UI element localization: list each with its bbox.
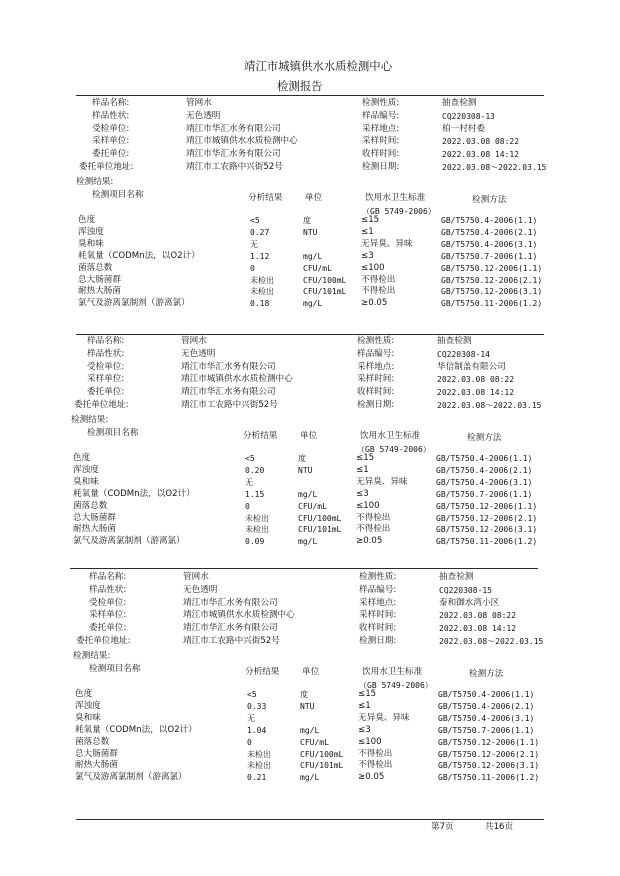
table-row-standard: ≥0.05 <box>356 536 383 547</box>
table-row-method: GB/T5750.12-2006(1.1) <box>438 737 540 747</box>
table-row-item: 耗氧量（CODMn法，以O2计） <box>75 724 197 735</box>
info-value: 靖江市工农路中兴街52号 <box>186 162 283 172</box>
info-label: 样品性状: <box>92 110 130 121</box>
table-row-result: 未检出 <box>245 525 269 535</box>
info-value: 靖江市工农路中兴街52号 <box>183 636 280 646</box>
info-label: 受检单位: <box>89 597 127 608</box>
table-row-unit: CFU/101mL <box>300 761 344 771</box>
page-number: 第7页 <box>431 822 454 832</box>
table-row-result: 0 <box>250 263 255 273</box>
table-row-unit: CFU/100mL <box>303 275 347 285</box>
report-title: 靖江市城镇供水水质检测中心 <box>244 59 393 73</box>
info-label: 采样时间: <box>357 374 395 385</box>
info-value: 2022.03.08 14:12 <box>439 624 517 634</box>
page-total: 共16页 <box>485 822 514 832</box>
table-row-item: 氯气及游离氯制剂（游离氯） <box>73 536 185 547</box>
info-value: 管网水 <box>186 98 212 108</box>
info-label: 采样单位: <box>89 610 127 621</box>
table-row-method: GB/T5750.12-2006(3.1) <box>438 761 540 771</box>
column-header: 检测方法 <box>472 195 507 205</box>
column-header: 检测方法 <box>469 669 504 679</box>
table-row-item: 总大肠菌群 <box>75 748 118 759</box>
table-row-item: 浑浊度 <box>75 700 101 711</box>
table-row-result: 未检出 <box>247 749 271 759</box>
table-row-unit: CFU/100mL <box>298 513 342 523</box>
info-value: 靖江市城镇供水水质检测中心 <box>183 610 295 621</box>
table-row-result: <5 <box>245 454 255 463</box>
info-label: 委托单位: <box>87 387 125 398</box>
info-value: 靖江市华汇水务有限公司 <box>181 361 276 372</box>
info-value: 2022.03.08 08:22 <box>437 375 515 385</box>
table-row-standard: 无异臭、异味 <box>356 476 408 487</box>
info-label: 检测日期: <box>362 162 400 172</box>
table-row-unit: mg/L <box>298 489 318 499</box>
table-row-standard: 不得检出 <box>356 512 391 523</box>
table-row-result: 0.09 <box>245 537 265 547</box>
table-row-method: GB/T5750.11-2006(1.2) <box>441 299 543 309</box>
table-row-method: GB/T5750.4-2006(2.1) <box>438 701 535 711</box>
table-row-result: 无 <box>247 713 255 723</box>
table-row-item: 氯气及游离氯制剂（游离氯） <box>75 772 187 783</box>
info-label: 检测性质: <box>362 98 400 108</box>
column-header: 分析结果 <box>245 667 280 677</box>
table-row-unit: mg/L <box>300 725 320 735</box>
table-row-method: GB/T5750.4-2006(1.1) <box>441 216 538 225</box>
table-row-unit: mg/L <box>298 537 318 547</box>
column-header: 单位 <box>302 667 320 677</box>
info-value: 抽查检测 <box>437 336 472 346</box>
table-row-method: GB/T5750.4-2006(1.1) <box>436 454 533 463</box>
table-row-method: GB/T5750.12-2006(1.1) <box>436 501 538 511</box>
info-label: 采样单位: <box>92 136 130 147</box>
info-label: 委托单位: <box>89 623 127 634</box>
info-label: 样品性状: <box>89 584 127 595</box>
table-row-method: GB/T5750.4-2006(1.1) <box>438 690 535 699</box>
section-divider <box>70 568 538 569</box>
info-value: 管网水 <box>181 336 207 346</box>
table-row-standard: ≤3 <box>358 724 371 735</box>
column-header: 分析结果 <box>248 193 283 203</box>
table-row-method: GB/T5750.4-2006(2.1) <box>436 465 533 475</box>
info-label: 采样地点: <box>357 361 395 372</box>
table-row-result: 1.04 <box>247 725 267 735</box>
table-row-unit: 度 <box>298 454 306 463</box>
info-value: 靖江市华汇水务有限公司 <box>181 387 276 398</box>
table-row-unit: CFU/101mL <box>303 287 347 297</box>
table-row-unit: CFU/101mL <box>298 525 342 535</box>
column-header: 饮用水卫生标准 <box>360 431 421 441</box>
table-row-method: GB/T5750.12-2006(1.1) <box>441 263 543 273</box>
info-value: 2022.03.08 14:12 <box>437 388 515 398</box>
info-value: 2022.03.08 08:22 <box>442 137 520 147</box>
info-value: 无色透明 <box>186 110 221 121</box>
table-row-result: <5 <box>247 690 257 699</box>
info-value: 2022.03.08 08:22 <box>439 611 517 621</box>
column-header: 单位 <box>300 431 318 441</box>
table-row-unit: mg/L <box>300 773 320 783</box>
table-row-unit: NTU <box>298 465 313 475</box>
info-label: 样品编号: <box>362 110 400 121</box>
table-row-method: GB/T5750.12-2006(2.1) <box>436 513 538 523</box>
table-row-item: 浑浊度 <box>78 226 104 237</box>
table-row-standard: ≤15 <box>356 453 375 463</box>
info-value: 无色透明 <box>183 584 218 595</box>
table-row-standard: ≤1 <box>358 700 371 711</box>
info-value: 靖江市华汇水务有限公司 <box>183 623 278 634</box>
table-row-standard: ≤15 <box>361 215 380 225</box>
info-value: 抽查检测 <box>439 572 474 582</box>
table-row-result: 0.20 <box>245 465 265 475</box>
results-label: 检测结果: <box>73 651 111 661</box>
info-label: 检测性质: <box>357 336 395 346</box>
table-row-result: 无 <box>250 239 258 249</box>
column-header: 分析结果 <box>243 431 278 441</box>
table-row-standard: ≤15 <box>358 689 377 699</box>
table-row-item: 菌落总数 <box>78 262 113 273</box>
table-row-item: 臭和味 <box>73 476 99 487</box>
info-label: 采样时间: <box>362 136 400 147</box>
table-row-result: 未检出 <box>250 287 274 297</box>
info-value: 靖江市城镇供水水质检测中心 <box>186 136 298 147</box>
table-row-standard: 不得检出 <box>361 286 396 297</box>
table-row-item: 耗氧量（CODMn法，以O2计） <box>78 250 200 261</box>
table-row-standard: 不得检出 <box>358 760 393 771</box>
info-label: 委托单位地址: <box>74 400 129 410</box>
table-row-item: 臭和味 <box>75 712 101 723</box>
column-header: （GB 5749-2006） <box>359 681 433 690</box>
results-label: 检测结果: <box>76 177 114 187</box>
info-value: 抽查检测 <box>442 98 477 108</box>
table-row-method: GB/T5750.11-2006(1.2) <box>438 773 540 783</box>
info-value: 2022.03.08～2022.03.15 <box>437 401 542 410</box>
table-row-item: 总大肠菌群 <box>78 274 121 285</box>
table-row-item: 浑浊度 <box>73 464 99 475</box>
table-row-standard: ≤1 <box>356 464 369 475</box>
footer-rule <box>76 819 544 820</box>
table-row-standard: ≤3 <box>361 250 374 261</box>
title-rule <box>76 95 544 96</box>
table-row-result: 无 <box>245 477 253 487</box>
table-row-item: 耗氧量（CODMn法，以O2计） <box>73 488 195 499</box>
table-row-result: 1.12 <box>250 251 270 261</box>
column-header: （GB 5749-2006） <box>357 445 431 454</box>
table-row-method: GB/T5750.11-2006(1.2) <box>436 537 538 547</box>
table-row-item: 菌落总数 <box>75 736 110 747</box>
table-row-result: 0.33 <box>247 701 267 711</box>
info-value: 2022.03.08～2022.03.15 <box>442 163 547 172</box>
info-label: 采样地点: <box>362 123 400 134</box>
table-row-item: 氯气及游离氯制剂（游离氯） <box>78 298 190 309</box>
table-row-standard: ≤100 <box>361 262 385 273</box>
table-row-result: 未检出 <box>245 513 269 523</box>
column-header: 检测方法 <box>467 433 502 443</box>
info-value: 2022.03.08～2022.03.15 <box>439 637 544 646</box>
table-row-standard: ≥0.05 <box>358 772 385 783</box>
info-value: 靖江市城镇供水水质检测中心 <box>181 374 293 385</box>
table-row-method: GB/T5750.4-2006(3.1) <box>441 239 538 249</box>
table-row-standard: ≤3 <box>356 488 369 499</box>
table-row-standard: ≤1 <box>361 226 374 237</box>
table-row-standard: ≤100 <box>356 500 380 511</box>
table-row-unit: mg/L <box>303 251 323 261</box>
info-label: 采样地点: <box>359 597 397 608</box>
info-label: 样品名称: <box>89 572 127 582</box>
table-row-item: 色度 <box>73 453 91 463</box>
table-row-item: 耐热大肠菌 <box>73 524 116 535</box>
table-row-method: GB/T5750.7-2006(1.1) <box>436 489 533 499</box>
table-row-standard: 不得检出 <box>356 524 391 535</box>
table-row-standard: ≥0.05 <box>361 298 388 309</box>
info-value: 管网水 <box>183 572 209 582</box>
table-row-result: 0 <box>247 737 252 747</box>
info-value: CQ220308-15 <box>439 585 492 595</box>
table-row-unit: NTU <box>300 701 315 711</box>
table-row-unit: NTU <box>303 227 318 237</box>
table-row-method: GB/T5750.7-2006(1.1) <box>438 725 535 735</box>
table-row-result: 0.21 <box>247 773 267 783</box>
table-row-unit: CFU/mL <box>298 501 327 511</box>
info-label: 收样时间: <box>357 387 395 398</box>
info-label: 委托单位地址: <box>76 636 131 646</box>
table-row-unit: 度 <box>303 216 311 225</box>
info-label: 委托单位: <box>92 149 130 160</box>
table-row-standard: 无异臭、异味 <box>358 712 410 723</box>
table-row-method: GB/T5750.12-2006(2.1) <box>441 275 543 285</box>
info-label: 样品名称: <box>87 336 125 346</box>
info-label: 检测性质: <box>359 572 397 582</box>
info-value: 柏一村村委 <box>442 123 485 134</box>
table-row-unit: CFU/mL <box>300 737 329 747</box>
column-header: 饮用水卫生标准 <box>365 193 426 203</box>
column-header: 检测项目名称 <box>89 664 141 674</box>
info-label: 检测日期: <box>359 636 397 646</box>
info-label: 采样单位: <box>87 374 125 385</box>
info-label: 样品性状: <box>87 348 125 359</box>
info-label: 样品编号: <box>359 584 397 595</box>
info-label: 收样时间: <box>359 623 397 634</box>
info-value: 靖江市华汇水务有限公司 <box>183 597 278 608</box>
table-row-item: 耐热大肠菌 <box>75 760 118 771</box>
info-value: 靖江市华汇水务有限公司 <box>186 149 281 160</box>
info-value: 靖江市工农路中兴街52号 <box>181 400 278 410</box>
info-value: CQ220308-13 <box>442 111 495 121</box>
info-value: 无色透明 <box>181 348 216 359</box>
column-header: 单位 <box>305 193 323 203</box>
info-label: 采样时间: <box>359 610 397 621</box>
table-row-standard: 无异臭、异味 <box>361 238 413 249</box>
column-header: 检测项目名称 <box>87 428 139 438</box>
info-value: 泰和御水湾小区 <box>439 597 500 608</box>
info-value: 靖江市华汇水务有限公司 <box>186 123 281 134</box>
info-label: 委托单位地址: <box>79 162 134 172</box>
column-header: 饮用水卫生标准 <box>362 667 423 677</box>
report-subtitle: 检测报告 <box>277 79 323 93</box>
info-label: 检测日期: <box>357 400 395 410</box>
table-row-item: 色度 <box>75 689 93 699</box>
table-row-unit: 度 <box>300 690 308 699</box>
table-row-result: 0 <box>245 501 250 511</box>
table-row-item: 总大肠菌群 <box>73 512 116 523</box>
table-row-standard: ≤100 <box>358 736 382 747</box>
info-label: 样品名称: <box>92 98 130 108</box>
table-row-unit: CFU/100mL <box>300 749 344 759</box>
info-value: 2022.03.08 14:12 <box>442 150 520 160</box>
table-row-method: GB/T5750.4-2006(3.1) <box>436 477 533 487</box>
table-row-item: 臭和味 <box>78 238 104 249</box>
info-value: CQ220308-14 <box>437 349 490 359</box>
info-label: 收样时间: <box>362 149 400 160</box>
table-row-item: 耐热大肠菌 <box>78 286 121 297</box>
table-row-unit: CFU/mL <box>303 263 332 273</box>
table-row-item: 色度 <box>78 215 96 225</box>
table-row-method: GB/T5750.4-2006(3.1) <box>438 713 535 723</box>
info-label: 受检单位: <box>92 123 130 134</box>
table-row-result: 未检出 <box>250 275 274 285</box>
table-row-result: 1.15 <box>245 489 265 499</box>
table-row-result: 未检出 <box>247 761 271 771</box>
table-row-method: GB/T5750.4-2006(2.1) <box>441 227 538 237</box>
info-value: 华信制盖有限公司 <box>437 361 506 372</box>
table-row-method: GB/T5750.12-2006(2.1) <box>438 749 540 759</box>
table-row-result: 0.18 <box>250 299 270 309</box>
info-label: 样品编号: <box>357 348 395 359</box>
table-row-method: GB/T5750.12-2006(3.1) <box>436 525 538 535</box>
table-row-standard: 不得检出 <box>358 748 393 759</box>
table-row-result: <5 <box>250 216 260 225</box>
table-row-method: GB/T5750.12-2006(3.1) <box>441 287 543 297</box>
table-row-unit: mg/L <box>303 299 323 309</box>
table-row-method: GB/T5750.7-2006(1.1) <box>441 251 538 261</box>
info-label: 受检单位: <box>87 361 125 372</box>
table-row-standard: 不得检出 <box>361 274 396 285</box>
table-row-result: 0.27 <box>250 227 270 237</box>
column-header: 检测项目名称 <box>92 190 144 200</box>
results-label: 检测结果: <box>71 415 109 425</box>
section-divider <box>76 334 544 335</box>
table-row-item: 菌落总数 <box>73 500 108 511</box>
column-header: （GB 5749-2006） <box>362 207 436 216</box>
